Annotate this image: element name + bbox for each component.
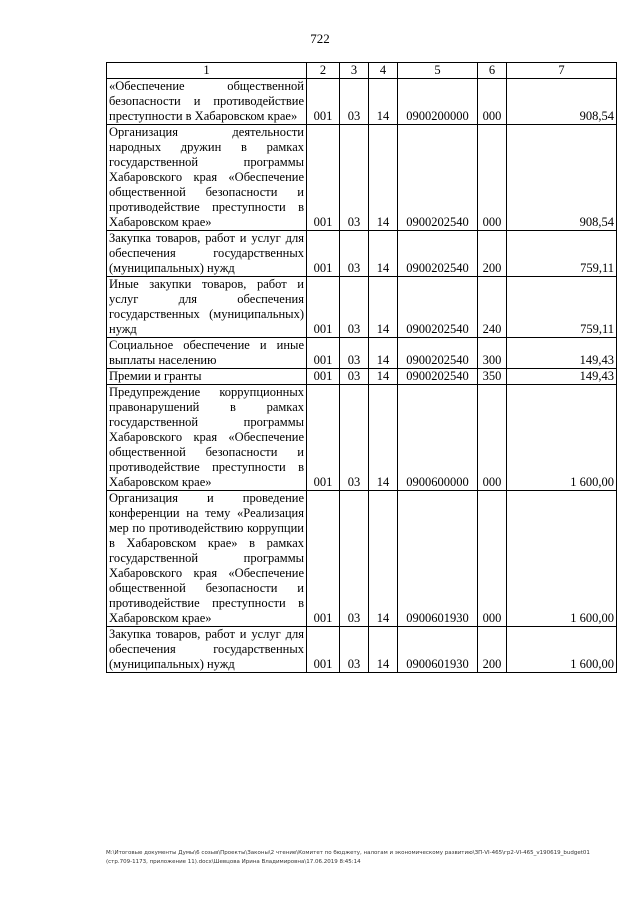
header-cell: 4 [369, 63, 398, 79]
row-code-3: 03 [340, 125, 369, 231]
row-amount: 759,11 [507, 231, 617, 277]
row-amount: 1 600,00 [507, 491, 617, 627]
header-cell: 1 [107, 63, 307, 79]
row-code-6: 000 [478, 491, 507, 627]
row-code-6: 000 [478, 125, 507, 231]
row-code-6: 350 [478, 369, 507, 385]
row-amount: 149,43 [507, 369, 617, 385]
row-code-3: 03 [340, 338, 369, 369]
page-number: 722 [310, 31, 330, 46]
row-code-3: 03 [340, 385, 369, 491]
row-code-4: 14 [369, 231, 398, 277]
row-code-4: 14 [369, 338, 398, 369]
row-code-6: 240 [478, 277, 507, 338]
row-amount: 1 600,00 [507, 627, 617, 673]
row-code-4: 14 [369, 277, 398, 338]
row-code-5: 0900200000 [398, 79, 478, 125]
table-row [107, 369, 617, 385]
row-code-2: 001 [307, 231, 340, 277]
row-code-2: 001 [307, 79, 340, 125]
row-code-6: 300 [478, 338, 507, 369]
row-code-6: 000 [478, 79, 507, 125]
row-code-5: 0900202540 [398, 338, 478, 369]
table-row [107, 385, 617, 491]
file-path-footer: M:\Итоговые документы Думы\6 созыв\Проекты\Законы\2 чтение\Комитет по бюджету, налогам и экономическому развитию\ЗП-VI-465\гр2-VI-465_v190619_budget01 (стр.709-1173, приложение 11).docx\Шевцова Ирина Владимировна\17.06.2019 8:45:14 [106, 850, 590, 865]
row-amount: 908,54 [507, 79, 617, 125]
row-name: Закупка товаров, работ и услуг для обеспечения государственных (муниципальных) нужд [107, 231, 307, 277]
row-code-5: 0900202540 [398, 369, 478, 385]
header-row [107, 63, 617, 79]
row-code-2: 001 [307, 125, 340, 231]
row-code-5: 0900601930 [398, 627, 478, 673]
row-code-4: 14 [369, 385, 398, 491]
row-code-2: 001 [307, 338, 340, 369]
table-row [107, 491, 617, 627]
row-code-5: 0900202540 [398, 231, 478, 277]
header-cell: 7 [507, 63, 617, 79]
row-code-5: 0900600000 [398, 385, 478, 491]
table-row [107, 79, 617, 125]
row-amount: 1 600,00 [507, 385, 617, 491]
row-amount: 149,43 [507, 338, 617, 369]
row-name: Социальное обеспечение и иные выплаты населению [107, 338, 307, 369]
row-amount: 908,54 [507, 125, 617, 231]
row-code-2: 001 [307, 385, 340, 491]
row-code-2: 001 [307, 369, 340, 385]
row-name: Иные закупки товаров, работ и услуг для обеспечения государственных (муниципальных) нужд [107, 277, 307, 338]
row-code-2: 001 [307, 491, 340, 627]
row-code-6: 200 [478, 627, 507, 673]
header-cell: 5 [398, 63, 478, 79]
row-code-3: 03 [340, 231, 369, 277]
row-code-4: 14 [369, 627, 398, 673]
row-amount: 759,11 [507, 277, 617, 338]
table-row [107, 627, 617, 673]
row-code-2: 001 [307, 627, 340, 673]
row-code-5: 0900202540 [398, 125, 478, 231]
row-code-2: 001 [307, 277, 340, 338]
budget-table [106, 62, 617, 673]
row-name: Закупка товаров, работ и услуг для обеспечения государственных (муниципальных) нужд [107, 627, 307, 673]
table-row [107, 231, 617, 277]
row-code-4: 14 [369, 125, 398, 231]
row-name: Предупреждение коррупционных правонарушений в рамках государственной программы Хабаровского края «Обеспечение общественной безопасности и противодействие преступности в Хабаровском крае» [107, 385, 307, 491]
row-name: Премии и гранты [107, 369, 307, 385]
row-code-5: 0900202540 [398, 277, 478, 338]
row-code-3: 03 [340, 79, 369, 125]
row-code-4: 14 [369, 369, 398, 385]
row-code-3: 03 [340, 277, 369, 338]
table-row [107, 125, 617, 231]
row-code-3: 03 [340, 369, 369, 385]
header-cell: 2 [307, 63, 340, 79]
row-code-3: 03 [340, 491, 369, 627]
row-code-4: 14 [369, 79, 398, 125]
row-code-6: 000 [478, 385, 507, 491]
row-code-3: 03 [340, 627, 369, 673]
row-name: Организация деятельности народных дружин в рамках государственной программы Хабаровского края «Обеспечение общественной безопасности и противодействие преступности в Хабаровском крае» [107, 125, 307, 231]
row-code-5: 0900601930 [398, 491, 478, 627]
header-cell: 6 [478, 63, 507, 79]
table-row [107, 338, 617, 369]
row-code-4: 14 [369, 491, 398, 627]
row-name: Организация и проведение конференции на тему «Реализация мер по противодействию коррупции в Хабаровском крае» в рамках государственной программы Хабаровского края «Обеспечение общественной безопасности и противодействие преступности в Хабаровском крае» [107, 491, 307, 627]
table-row [107, 277, 617, 338]
row-name: «Обеспечение общественной безопасности и противодействие преступности в Хабаровском крае» [107, 79, 307, 125]
row-code-6: 200 [478, 231, 507, 277]
header-cell: 3 [340, 63, 369, 79]
